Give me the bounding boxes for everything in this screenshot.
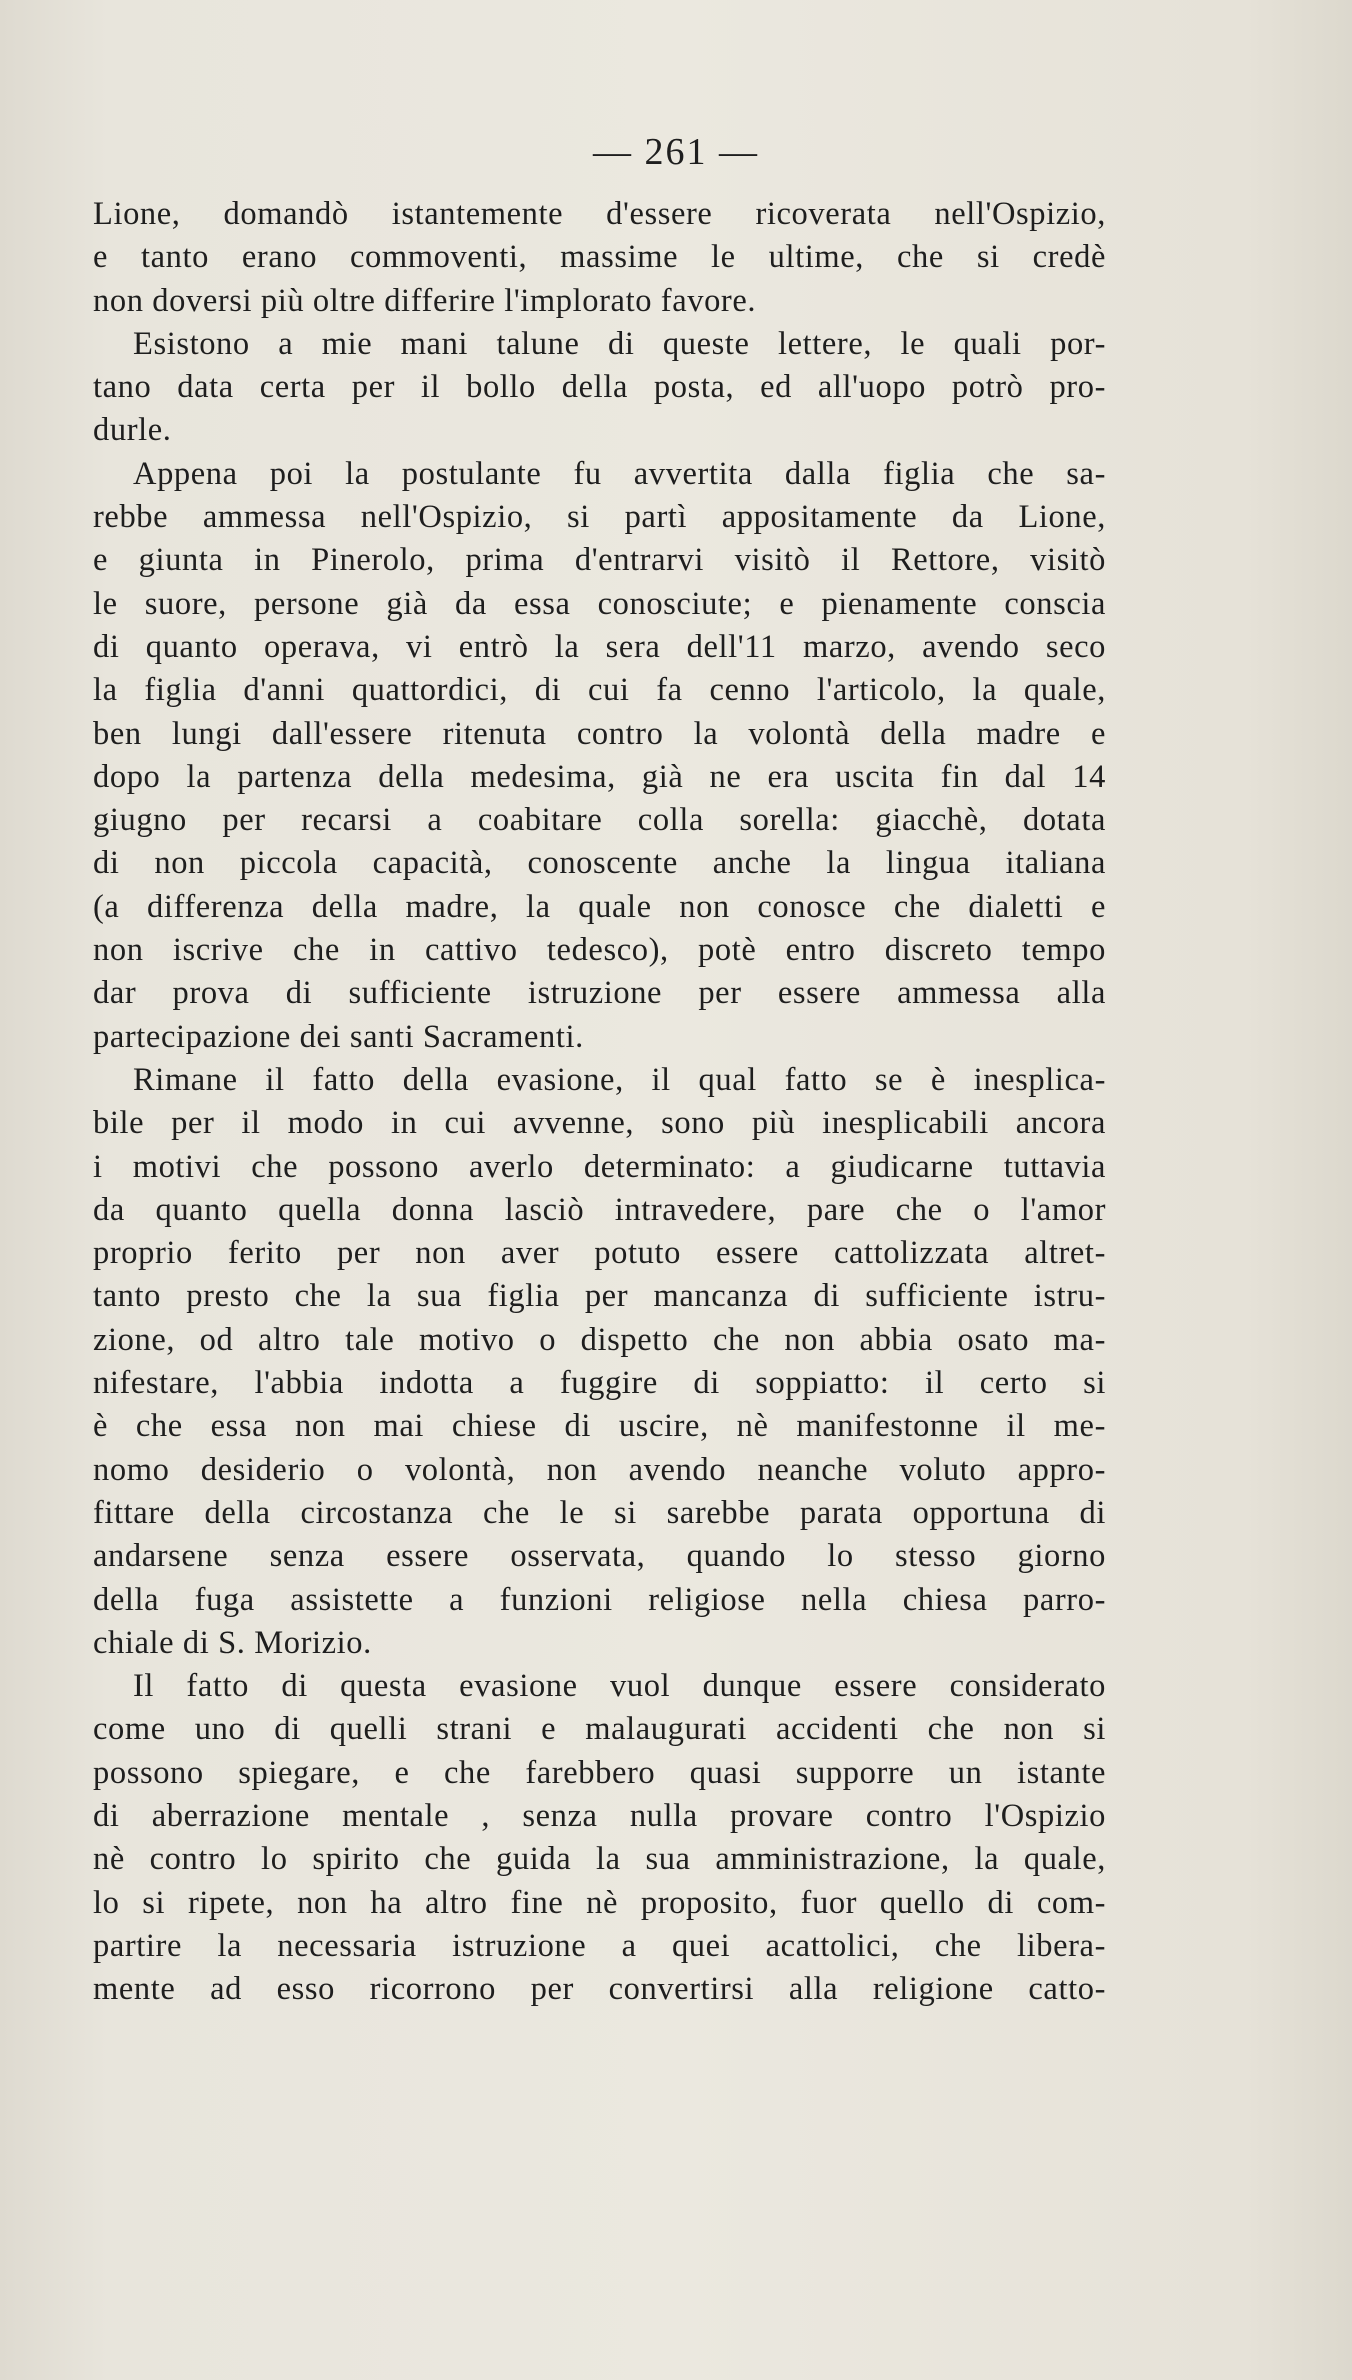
text-line: (a differenza della madre, la quale non conosce che dialetti e bbox=[93, 888, 1106, 925]
text-line: durle. bbox=[93, 412, 172, 449]
text-line: partire la necessaria istruzione a quei acattolici, che libera- bbox=[93, 1927, 1106, 1964]
text-line: rebbe ammessa nell'Ospizio, si partì appositamente da Lione, bbox=[93, 499, 1106, 536]
text-line: nifestare, l'abbia indotta a fuggire di soppiatto: il certo si bbox=[93, 1365, 1106, 1402]
text-line: nomo desiderio o volontà, non avendo neanche voluto appro- bbox=[93, 1451, 1106, 1488]
text-line: bile per il modo in cui avvenne, sono più inesplicabili ancora bbox=[93, 1105, 1106, 1142]
text-line: Lione, domandò istantemente d'essere ricoverata nell'Ospizio, bbox=[93, 196, 1106, 232]
text-line: le suore, persone già da essa conosciute; e pienamente conscia bbox=[93, 585, 1106, 622]
text-line: dopo la partenza della medesima, già ne era uscita fin dal 14 bbox=[93, 758, 1106, 795]
text-line: la figlia d'anni quattordici, di cui fa cenno l'articolo, la quale, bbox=[93, 672, 1106, 709]
text-line: possono spiegare, e che farebbero quasi supporre un istante bbox=[93, 1754, 1106, 1791]
text-line: della fuga assistette a funzioni religiose nella chiesa parro- bbox=[93, 1581, 1106, 1618]
text-line: Appena poi la postulante fu avvertita dalla figlia che sa- bbox=[133, 455, 1106, 492]
text-line: tanto presto che la sua figlia per mancanza di sufficiente istru- bbox=[93, 1278, 1106, 1315]
text-line: fittare della circostanza che le si sarebbe parata opportuna di bbox=[93, 1494, 1106, 1531]
text-line: di aberrazione mentale , senza nulla provare contro l'Ospizio bbox=[93, 1797, 1106, 1834]
text-line: nè contro lo spirito che guida la sua amministrazione, la quale, bbox=[93, 1841, 1106, 1878]
text-line: non doversi più oltre differire l'implorato favore. bbox=[93, 282, 757, 319]
text-line: mente ad esso ricorrono per convertirsi alla religione catto- bbox=[93, 1971, 1106, 2008]
text-line: i motivi che possono averlo determinato: a giudicarne tuttavia bbox=[93, 1148, 1106, 1185]
text-line: di non piccola capacità, conoscente anche la lingua italiana bbox=[93, 845, 1106, 882]
text-line: ben lungi dall'essere ritenuta contro la volontà della madre e bbox=[93, 715, 1106, 752]
text-line: da quanto quella donna lasciò intravedere, pare che o l'amor bbox=[93, 1191, 1106, 1228]
text-line: come uno di quelli strani e malaugurati accidenti che non si bbox=[93, 1711, 1106, 1748]
text-line: partecipazione dei santi Sacramenti. bbox=[93, 1018, 584, 1055]
text-line: dar prova di sufficiente istruzione per essere ammessa alla bbox=[93, 975, 1106, 1012]
text-line: andarsene senza essere osservata, quando lo stesso giorno bbox=[93, 1538, 1106, 1575]
text-line: giugno per recarsi a coabitare colla sorella: giacchè, dotata bbox=[93, 802, 1106, 839]
text-line: tano data certa per il bollo della posta, ed all'uopo potrò pro- bbox=[93, 369, 1106, 406]
text-line: Il fatto di questa evasione vuol dunque essere considerato bbox=[133, 1668, 1106, 1705]
body-text bbox=[93, 193, 1106, 2011]
page-number: — 261 — bbox=[593, 131, 759, 173]
text-line: Esistono a mie mani talune di queste lettere, le quali por- bbox=[133, 325, 1106, 362]
text-line: di quanto operava, vi entrò la sera dell'11 marzo, avendo seco bbox=[93, 628, 1106, 665]
text-line: lo si ripete, non ha altro fine nè proposito, fuor quello di com- bbox=[93, 1884, 1106, 1921]
text-line: è che essa non mai chiese di uscire, nè manifestonne il me- bbox=[93, 1408, 1106, 1445]
text-line: chiale di S. Morizio. bbox=[93, 1624, 372, 1661]
text-line: non iscrive che in cattivo tedesco), potè entro discreto tempo bbox=[93, 932, 1106, 969]
text-line: Rimane il fatto della evasione, il qual fatto se è inesplica- bbox=[133, 1061, 1106, 1098]
text-line: e tanto erano commoventi, massime le ultime, che si credè bbox=[93, 239, 1106, 276]
text-line: e giunta in Pinerolo, prima d'entrarvi visitò il Rettore, visitò bbox=[93, 542, 1106, 579]
text-line: zione, od altro tale motivo o dispetto che non abbia osato ma- bbox=[93, 1321, 1106, 1358]
text-line: proprio ferito per non aver potuto essere cattolizzata altret- bbox=[93, 1235, 1106, 1272]
